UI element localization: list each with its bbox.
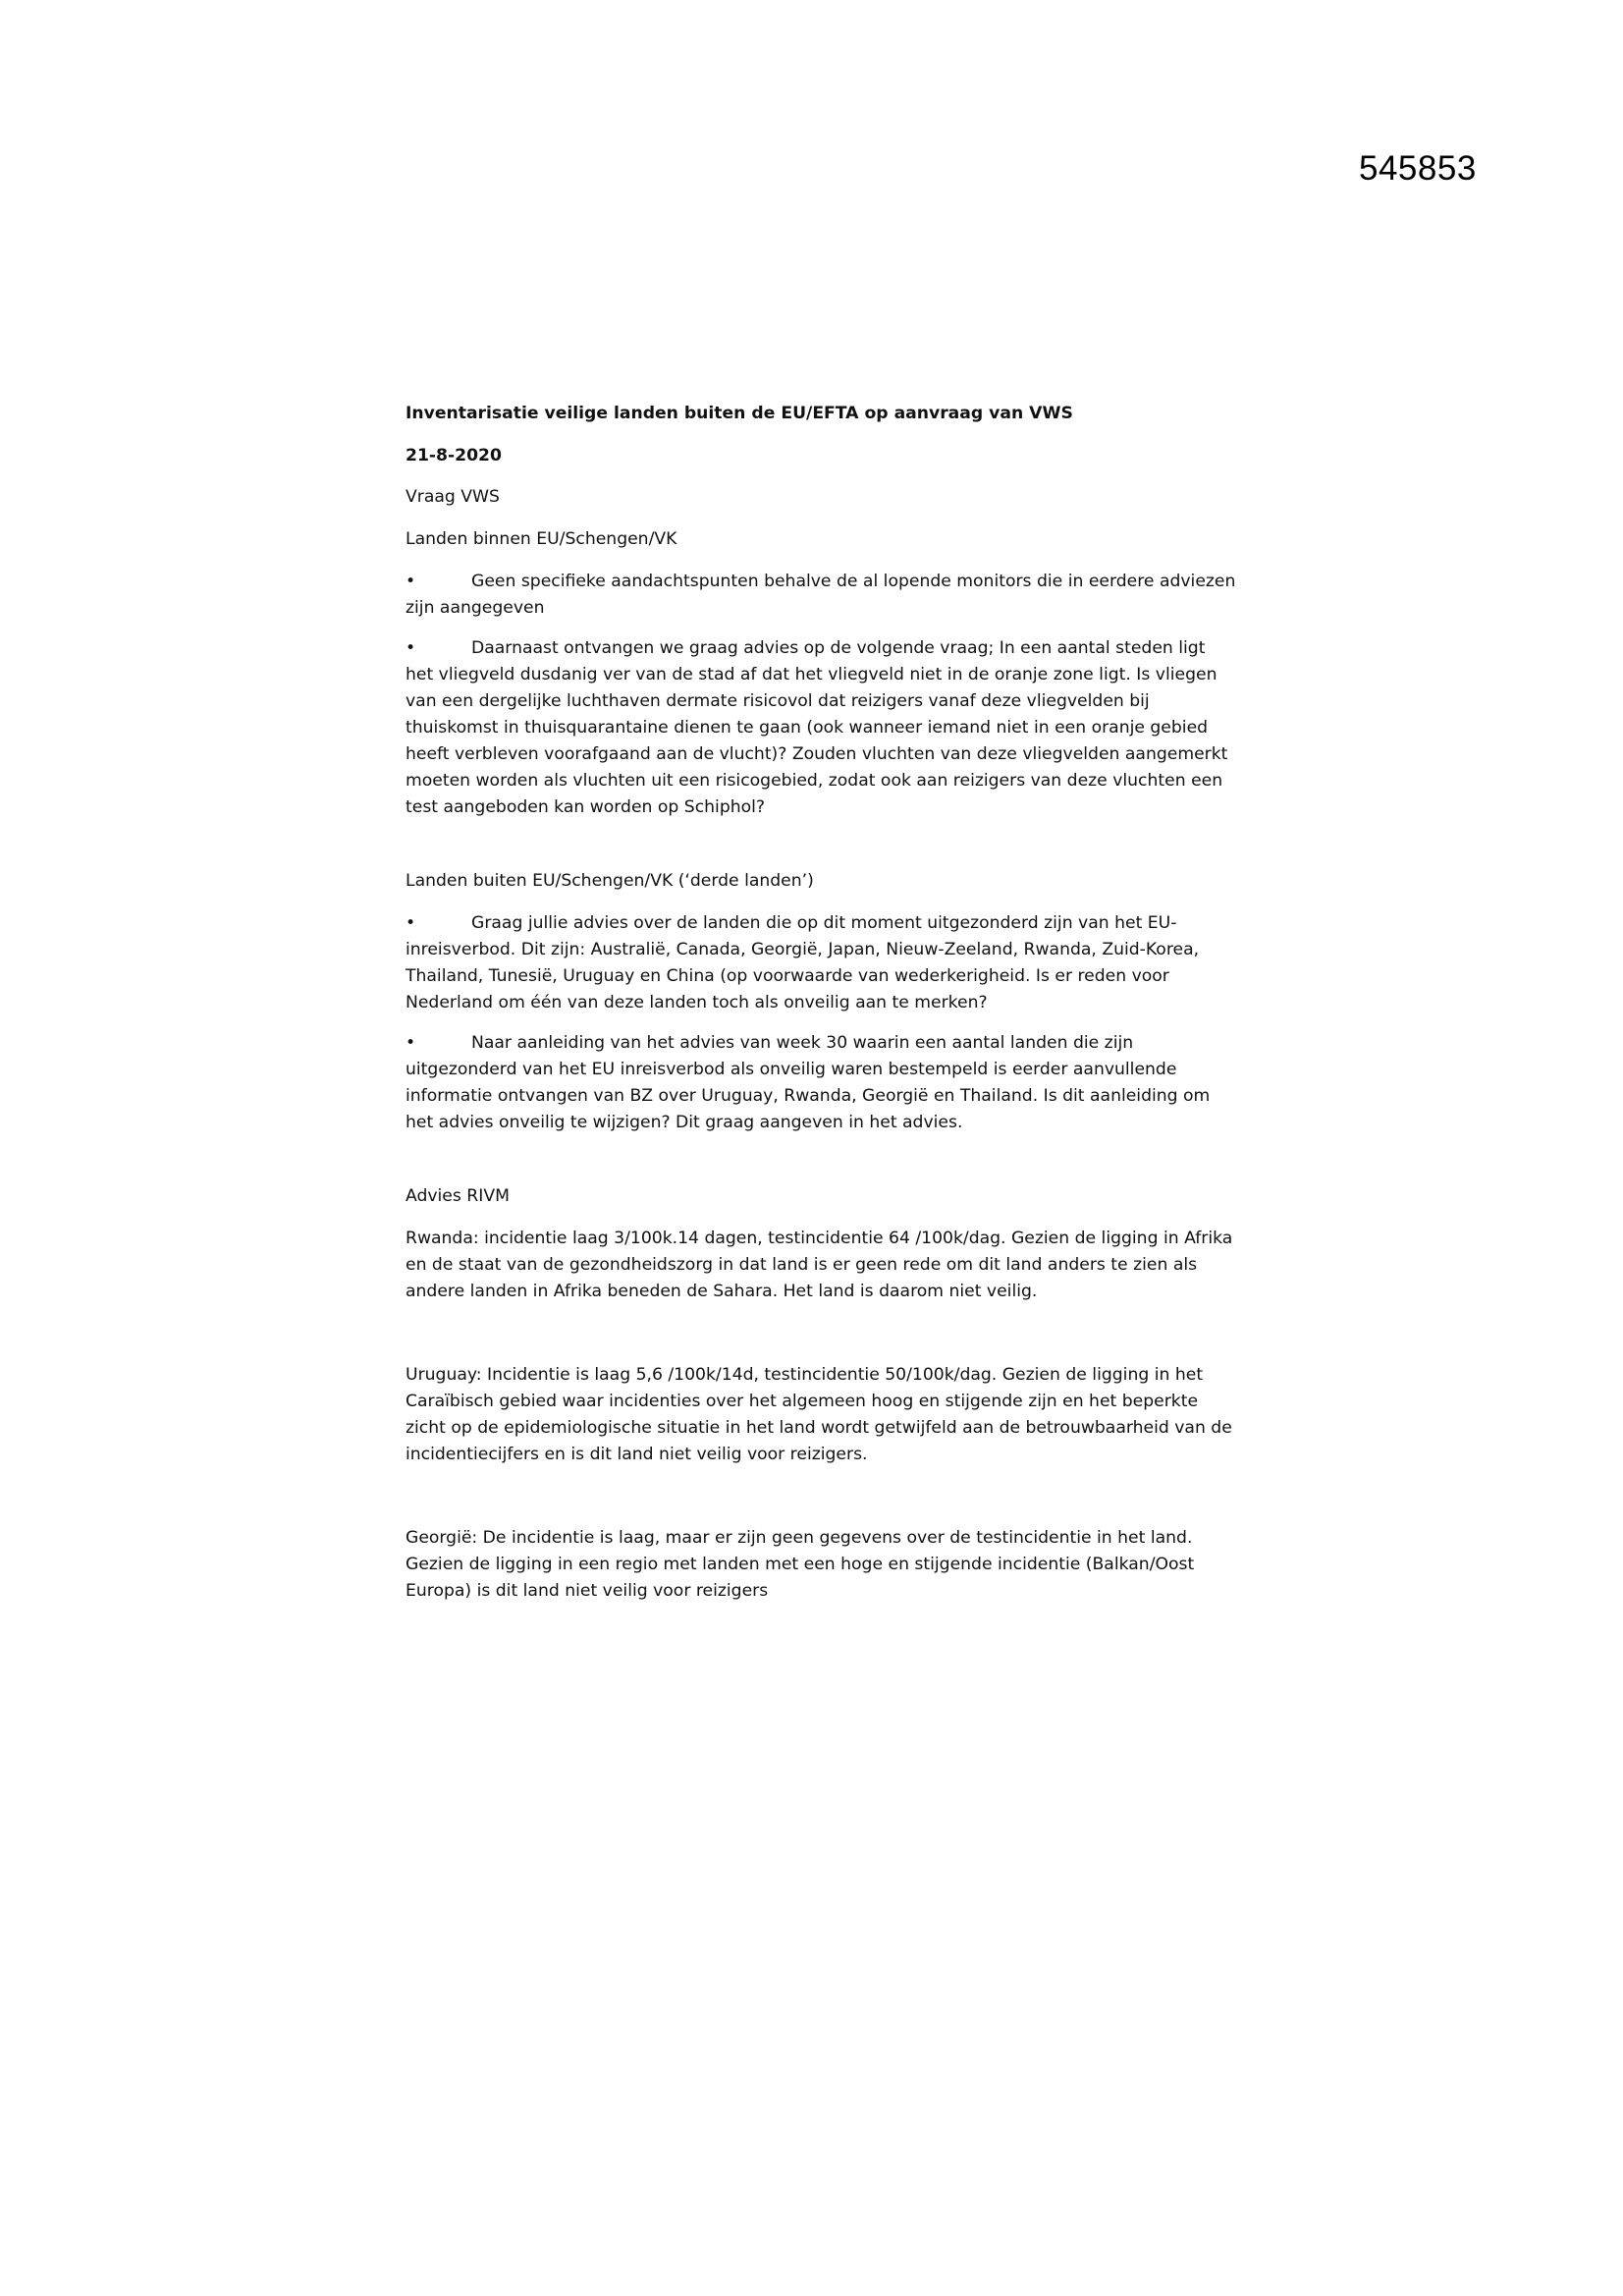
bullet-marker: • bbox=[406, 1033, 416, 1053]
document-title: Inventarisatie veilige landen buiten de EU/EFTA op aanvraag van VWS bbox=[406, 404, 1073, 423]
bullet-marker: • bbox=[406, 572, 416, 591]
section-eu-bullet bbox=[406, 635, 1238, 821]
spacer bbox=[406, 1484, 1238, 1525]
advice-rwanda: Rwanda: incidentie laag 3/100k.14 dagen, testincidentie 64 /100k/dag. Gezien de ligging in Afrika en de staat van de gezondheidszorg in dat land is er geen rede om dit land anders te zien als andere landen in Afrika beneden de Sahara. Het land is daarom niet veilig. bbox=[406, 1229, 1233, 1301]
section-third-bullet bbox=[406, 1030, 1238, 1136]
bullet-text: Geen specifieke aandachtspunten behalve de al lopende monitors die in eerdere adviezen zijn aangegeven bbox=[406, 572, 1236, 618]
question-heading: Vraag VWS bbox=[406, 487, 500, 507]
advice-georgia: Georgië: De incidentie is laag, maar er zijn geen gegevens over de testincidentie in het land. Gezien de ligging in een regio met landen met een hoge en stijgende incidentie (Balkan/Oost Europa) is dit land niet veilig voor reizigers bbox=[406, 1528, 1195, 1601]
spacer bbox=[406, 1150, 1238, 1183]
spacer bbox=[406, 1321, 1238, 1362]
advice-uruguay: Uruguay: Incidentie is laag 5,6 /100k/14d, testincidentie 50/100k/dag. Gezien de ligging in het Caraïbisch gebied waar incidenties over het algemeen hoog en stijgende zijn en het beperkte zicht op de epidemiologische situatie in het land wordt getwijfeld aan de betrouwbaarheid van de incidentiecijfers en is dit land niet veilig voor reizigers. bbox=[406, 1365, 1232, 1464]
document-date: 21-8-2020 bbox=[406, 446, 502, 465]
bullet-text: Daarnaast ontvangen we graag advies op de volgende vraag; In een aantal steden ligt het vliegveld dusdanig ver van de stad af dat het vliegveld niet in de oranje zone ligt. Is vliegen van een dergelijke luchthaven dermate risicovol dat reizigers vanaf deze vliegvelden bij thuiskomst in thuisquarantaine dienen te gaan (ook wanneer iemand niet in een oranje gebied heeft verbleven voorafgaand aan de vlucht)? Zouden vluchten van deze vliegvelden aangemerkt moeten worden als vluchten uit een risicogebied, zodat ook aan reizigers van deze vluchten een test aangeboden kan worden op Schiphol? bbox=[406, 638, 1228, 817]
advice-heading: Advies RIVM bbox=[406, 1186, 510, 1206]
section-eu-heading: Landen binnen EU/Schengen/VK bbox=[406, 529, 677, 549]
section-third-heading: Landen buiten EU/Schengen/VK (‘derde landen’) bbox=[406, 871, 814, 891]
bullet-marker: • bbox=[406, 638, 416, 658]
document-number: 545853 bbox=[1359, 149, 1477, 188]
section-eu-bullet bbox=[406, 569, 1238, 622]
spacer bbox=[406, 835, 1238, 868]
bullet-marker: • bbox=[406, 913, 416, 933]
document-body bbox=[406, 401, 1238, 1620]
bullet-text: Graag jullie advies over de landen die op dit moment uitgezonderd zijn van het EU-inreisverbod. Dit zijn: Australië, Canada, Georgië, Japan, Nieuw-Zeeland, Rwanda, Zuid-Korea, Thailand, Tunesië, Uruguay en China (op voorwaarde van wederkerigheid. Is er reden voor Nederland om één van deze landen toch als onveilig aan te merken? bbox=[406, 913, 1200, 1012]
bullet-text: Naar aanleiding van het advies van week 30 waarin een aantal landen die zijn uitgezonderd van het EU inreisverbod als onveilig waren bestempeld is eerder aanvullende informatie ontvangen van BZ over Uruguay, Rwanda, Georgië en Thailand. Is dit aanleiding om het advies onveilig te wijzigen? Dit graag aangeven in het advies. bbox=[406, 1033, 1211, 1132]
section-third-bullet bbox=[406, 910, 1238, 1016]
